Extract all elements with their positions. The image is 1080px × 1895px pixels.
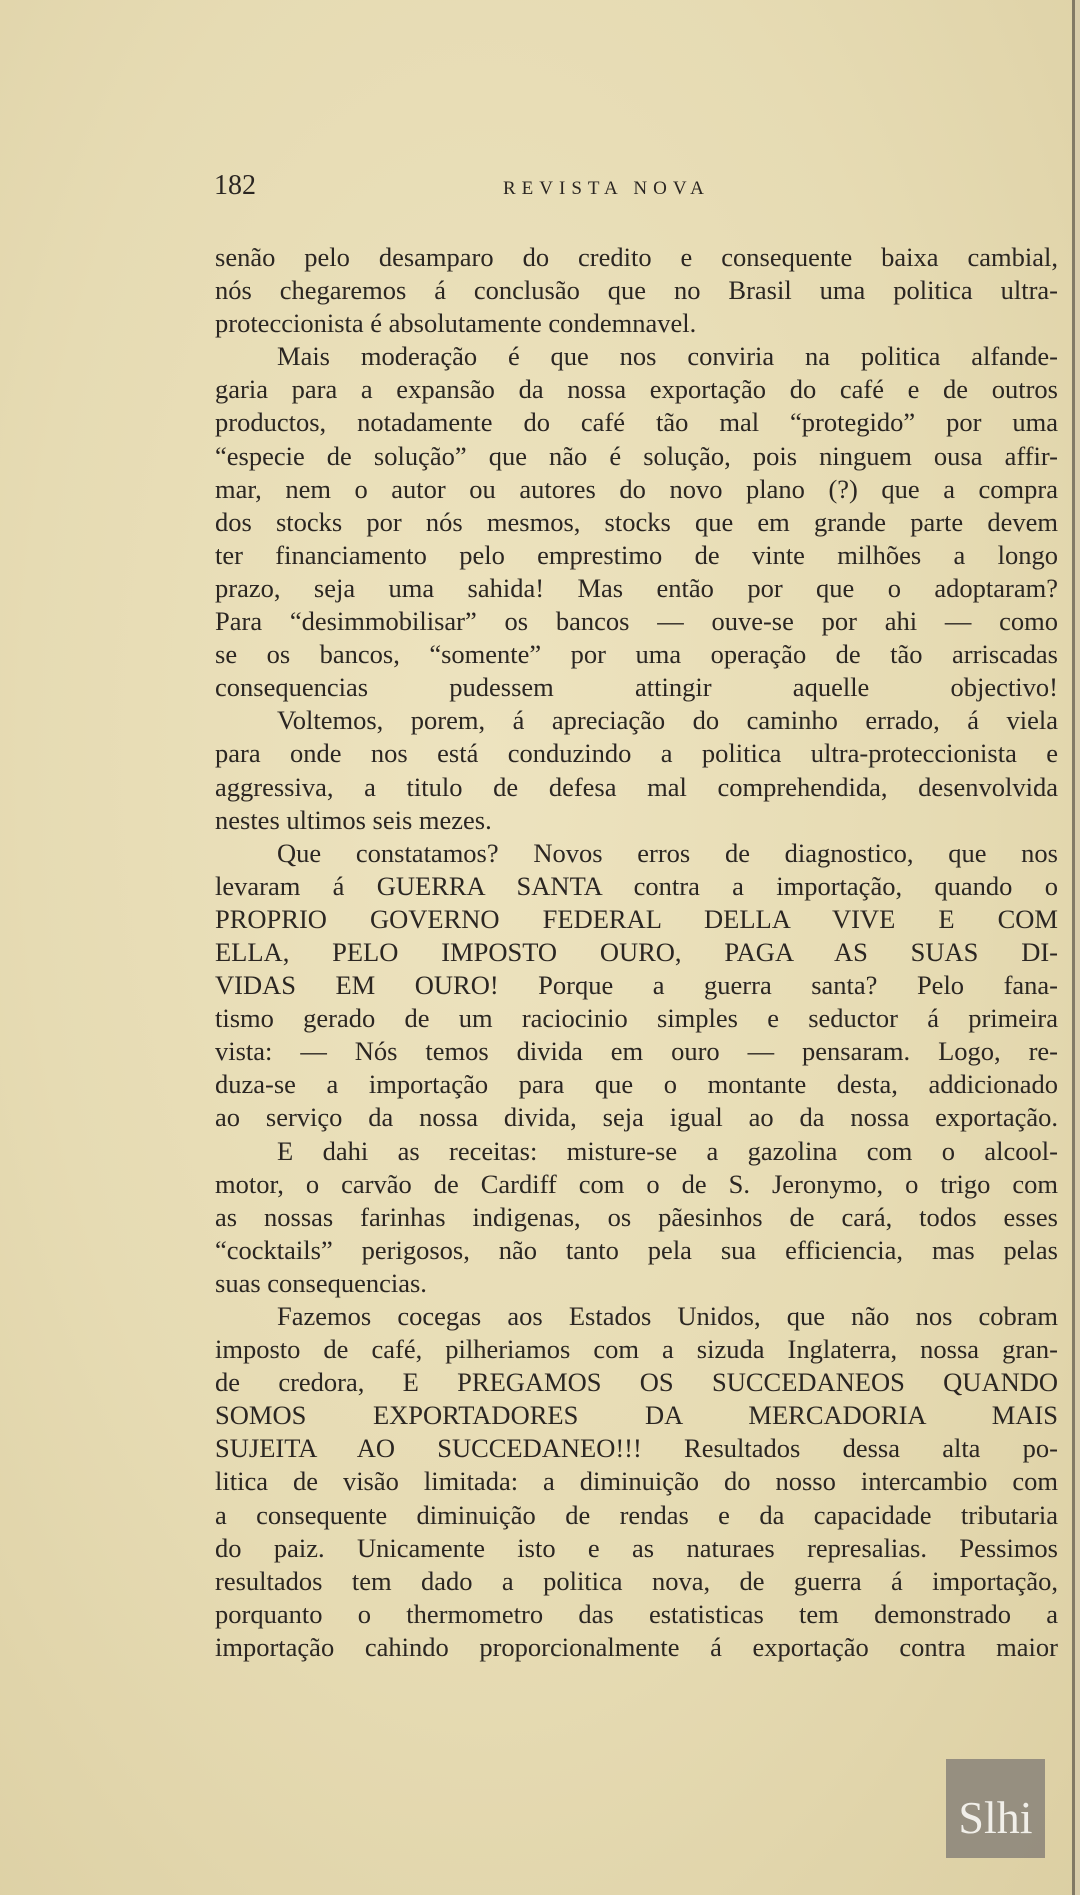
text-line: E dahi as receitas: misture-se a gazolina com o alcool- bbox=[277, 1135, 1058, 1166]
running-title: REVISTA NOVA bbox=[503, 178, 710, 199]
paragraph bbox=[215, 241, 1058, 340]
text-line: prazo, seja uma sahida! Mas então por que o adoptaram? bbox=[215, 572, 1058, 603]
text-line: garia para a expansão da nossa exportação do café e de outros bbox=[215, 374, 1058, 405]
text-line: levaram á GUERRA SANTA contra a importação, quando o bbox=[215, 870, 1058, 901]
text-line: a consequente diminuição de rendas e da capacidade tributaria bbox=[215, 1499, 1058, 1530]
text-line: “especie de solução” que não é solução, pois ninguem ousa affir- bbox=[215, 440, 1058, 471]
text-line: Para “desimmobilisar” os bancos — ouve-se por ahi — como bbox=[215, 606, 1058, 637]
text-line: ao serviço da nossa divida, seja igual ao da nossa exportação. bbox=[215, 1102, 1058, 1133]
text-line: porquanto o thermometro das estatisticas tem demonstrado a bbox=[215, 1598, 1058, 1629]
article-body bbox=[215, 241, 1058, 1664]
text-line: Que constatamos? Novos erros de diagnostico, que nos bbox=[277, 837, 1058, 868]
text-line: productos, notadamente do café tão mal “protegido” por uma bbox=[215, 407, 1058, 438]
paragraph bbox=[215, 1300, 1058, 1664]
text-line: Voltemos, porem, á apreciação do caminho errado, á viela bbox=[277, 705, 1058, 736]
text-line: litica de visão limitada: a diminuição do nosso intercambio com bbox=[215, 1466, 1058, 1497]
text-line: nós chegaremos á conclusão que no Brasil uma politica ultra- bbox=[215, 275, 1058, 306]
paragraph bbox=[215, 837, 1058, 1135]
text-line: ELLA, PELO IMPOSTO OURO, PAGA AS SUAS DI- bbox=[215, 936, 1058, 967]
watermark-text: Slhi bbox=[958, 1792, 1033, 1843]
text-line: mar, nem o autor ou autores do novo plano (?) que a compra bbox=[215, 473, 1058, 504]
text-line: aggressiva, a titulo de defesa mal comprehendida, desenvolvida bbox=[215, 771, 1058, 802]
page-number: 182 bbox=[214, 170, 256, 201]
page-edge-shadow bbox=[1072, 0, 1075, 1895]
text-line: motor, o carvão de Cardiff com o de S. Jeronymo, o trigo com bbox=[215, 1168, 1058, 1199]
paragraph bbox=[215, 704, 1058, 836]
text-line: Fazemos cocegas aos Estados Unidos, que não nos cobram bbox=[277, 1301, 1058, 1331]
text-line: VIDAS EM OURO! Porque a guerra santa? Pelo fana- bbox=[215, 970, 1058, 1001]
text-line: vista: — Nós temos divida em ouro — pensaram. Logo, re- bbox=[215, 1036, 1058, 1067]
text-line: ter financiamento pelo emprestimo de vinte milhões a longo bbox=[215, 539, 1058, 570]
text-line: Mais moderação é que nos conviria na politica alfande- bbox=[277, 341, 1058, 372]
text-line: SUJEITA AO SUCCEDANEO!!! Resultados dessa alta po- bbox=[215, 1433, 1058, 1464]
text-line: as nossas farinhas indigenas, os pãesinhos de cará, todos esses bbox=[215, 1201, 1058, 1232]
text-line: se os bancos, “somente” por uma operação de tão arriscadas bbox=[215, 639, 1058, 670]
text-line: importação cahindo proporcionalmente á exportação contra maior bbox=[215, 1631, 1058, 1662]
paragraph bbox=[215, 340, 1058, 704]
text-line: de credora, E PREGAMOS OS SUCCEDANEOS QUANDO bbox=[215, 1367, 1058, 1398]
text-line: do paiz. Unicamente isto e as naturaes represalias. Pessimos bbox=[215, 1532, 1058, 1563]
text-line: proteccionista é absolutamente condemnavel. bbox=[215, 308, 697, 339]
text-line: consequencias pudessem attingir aquelle objectivo! bbox=[215, 672, 1058, 703]
text-line: para onde nos está conduzindo a politica ultra-proteccionista e bbox=[215, 738, 1058, 769]
watermark-logo bbox=[946, 1759, 1045, 1858]
text-line: “cocktails” perigosos, não tanto pela sua efficiencia, mas pelas bbox=[215, 1234, 1058, 1265]
text-line: tismo gerado de um raciocinio simples e seductor á primeira bbox=[215, 1003, 1058, 1034]
text-line: dos stocks por nós mesmos, stocks que em grande parte devem bbox=[215, 506, 1058, 537]
paragraph bbox=[215, 1135, 1058, 1300]
text-line: senão pelo desamparo do credito e consequente baixa cambial, bbox=[215, 242, 1058, 272]
page-edge bbox=[1075, 0, 1080, 1895]
text-line: duza-se a importação para que o montante desta, addicionado bbox=[215, 1069, 1058, 1100]
text-line: resultados tem dado a politica nova, de guerra á importação, bbox=[215, 1565, 1058, 1596]
text-line: suas consequencias. bbox=[215, 1267, 427, 1298]
text-line: SOMOS EXPORTADORES DA MERCADORIA MAIS bbox=[215, 1400, 1058, 1431]
text-line: nestes ultimos seis mezes. bbox=[215, 804, 492, 835]
text-line: PROPRIO GOVERNO FEDERAL DELLA VIVE E COM bbox=[215, 903, 1058, 934]
text-line: imposto de café, pilheriamos com a sizuda Inglaterra, nossa gran- bbox=[215, 1334, 1058, 1365]
